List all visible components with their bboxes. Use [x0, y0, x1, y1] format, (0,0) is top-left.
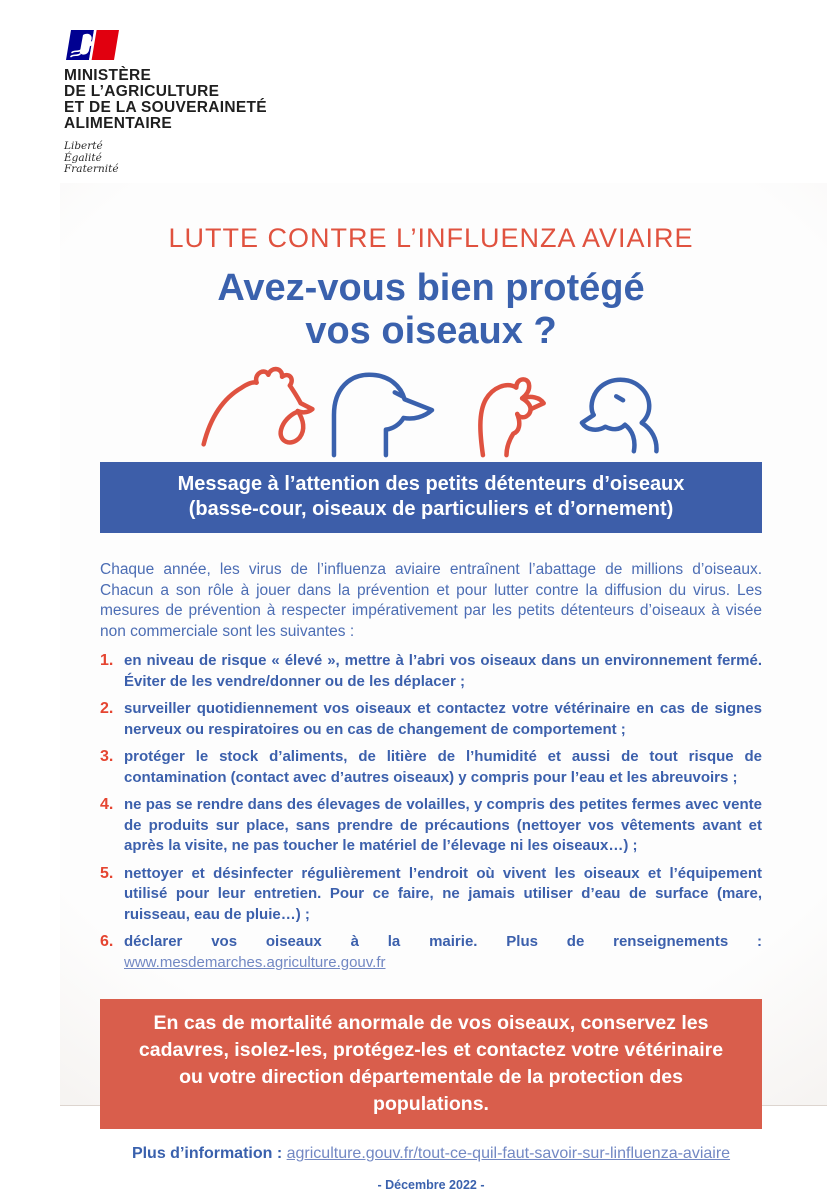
measure-number: 6.	[100, 933, 114, 950]
ministry-name-line4: ALIMENTAIRE	[64, 115, 173, 132]
ministry-name-line1: MINISTÈRE	[64, 67, 152, 84]
measure-text: ne pas se rendre dans des élevages de volailles, y compris des petites fermes avec vente de produits sur place, sans prendre de précautions (nettoyer vos vêtements avant et après la visite, ne pas toucher le matériel de l’élevage ni les oiseaux…) ;	[124, 796, 762, 854]
banner-line2: (basse-cour, oiseaux de particuliers et d’ornement)	[188, 498, 674, 520]
goose-icon	[334, 375, 432, 455]
audience-banner	[100, 462, 762, 533]
more-info-label: Plus d’information :	[131, 1145, 283, 1162]
measure-item-2	[100, 699, 762, 740]
motto-liberte: Liberté	[64, 140, 103, 152]
motto-egalite: Égalité	[64, 151, 102, 164]
measure-text: en niveau de risque « élevé », mettre à l’abri vos oiseaux dans un environnement fermé. Éviter de les vendre/donner ou de les déplacer ;	[124, 652, 762, 690]
measure-item-3	[100, 747, 762, 788]
measure-number: 4.	[100, 796, 114, 813]
measure-number: 2.	[100, 700, 114, 717]
motto-fraternite: Fraternité	[64, 163, 119, 175]
ministry-name-line3: ET DE LA SOUVERAINETÉ	[64, 99, 267, 116]
measure-text: protéger le stock d’aliments, de litière de l’humidité et aussi de tout risque de contamination (contact avec d’autres oiseaux) y compris pour l’eau et les abreuvoirs ;	[124, 748, 762, 786]
measure-text: surveiller quotidiennement vos oiseaux et contactez votre vétérinaire en cas de signes nerveux ou respiratoires ou en cas de changement de comportement ;	[124, 700, 762, 738]
poster-content	[100, 183, 762, 1192]
measure-item-1	[100, 651, 762, 692]
more-info-line	[100, 1144, 762, 1163]
measures-list	[100, 651, 762, 973]
measure-text: nettoyer et désinfecter régulièrement l’endroit où vivent les oiseaux et l’équipement utilisé pour leur entretien. Pour ce faire, ne jamais utiliser d’eau de surface (mare, ruisseau, eau de pluie…) ;	[124, 864, 762, 923]
measure-number: 5.	[100, 864, 114, 882]
mortality-alert-box: En cas de mortalité anormale de vos oiseaux, conservez les cadavres, isolez-les, protégez-les et contactez votre vétérinaire ou votre direction départementale de la protection des populations.	[100, 999, 762, 1129]
chicken-icon	[204, 369, 313, 444]
republic-motto	[64, 141, 364, 176]
ministry-logo-block	[64, 28, 364, 176]
measure-number: 3.	[100, 748, 114, 765]
measure-text	[124, 932, 762, 973]
main-title-line2: vos oiseaux ?	[305, 310, 557, 352]
banner-line1: Message à l’attention des petits détenteurs d’oiseaux	[177, 473, 685, 495]
measure-item-4	[100, 795, 762, 857]
intro-paragraph: Chaque année, les virus de l’influenza aviaire entraînent l’abattage de millions d’oiseaux. Chacun a son rôle à jouer dans la prévention et pour lutter contre la diffusion du virus. Les mesures de prévention à respecter impérativement par les petits détenteurs d’oiseaux à visée non commerciale sont les suivantes :	[100, 561, 762, 640]
mesdemarches-link[interactable]: www.mesdemarches.agriculture.gouv.fr	[124, 953, 386, 971]
bird-illustrations	[192, 364, 670, 462]
ministry-name-line2: DE L’AGRICULTURE	[64, 83, 220, 100]
measure-item-6	[100, 932, 762, 973]
kicker-title: LUTTE CONTRE L’INFLUENZA AVIAIRE	[168, 223, 694, 253]
ministry-name	[64, 68, 364, 132]
turkey-icon	[480, 379, 543, 455]
agriculture-gouv-link[interactable]: agriculture.gouv.fr/tout-ce-quil-faut-savoir-sur-linfluenza-aviaire	[286, 1145, 731, 1162]
french-flag-marianne-icon	[64, 28, 121, 62]
duck-icon	[582, 380, 657, 452]
measure-number: 1.	[100, 652, 114, 669]
poster-card	[60, 183, 827, 1192]
date-line: - Décembre 2022 -	[377, 1178, 485, 1192]
main-title	[100, 267, 762, 353]
measure-text-prefix: déclarer vos oiseaux à la mairie. Plus de renseignements :	[124, 933, 762, 950]
main-title-line1: Avez-vous bien protégé	[217, 267, 645, 309]
measure-item-5	[100, 864, 762, 926]
